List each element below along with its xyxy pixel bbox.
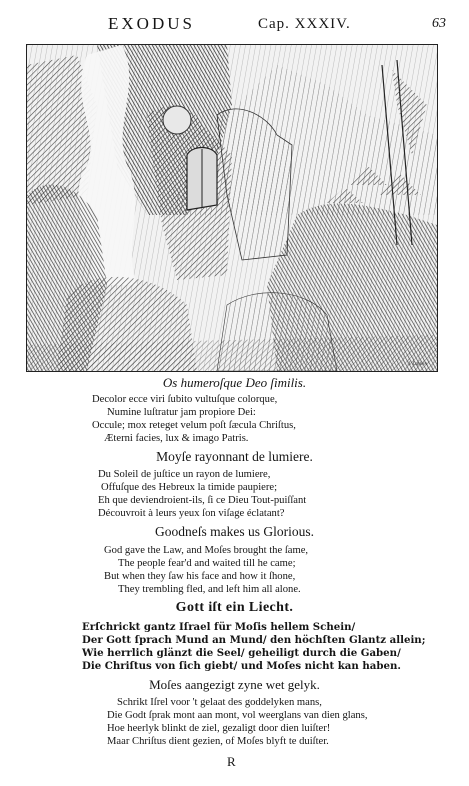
english-line-1: God gave the Law, and Moſes brought the ſame, [104,545,309,556]
engraver-signature: J. Luyken [407,362,427,367]
french-line-1: Du Soleil de juſtice un rayon de lumiere, [98,469,271,480]
running-head [0,14,469,36]
german-line-2: Der Gott ſprach Mund an Mund/ den höchſten Glantz allein; [82,634,426,646]
moses-head [163,106,191,134]
engraving-illustration [26,44,438,372]
german-line-4: Die Chriſtus von ſich giebt/ und Moſes nicht kan haben. [82,660,401,672]
latin-line-4: Æterni facies, lux & imago Patris. [104,433,249,444]
german-line-1: Erſchrickt gantz Iſrael für Moſis hellem Schein/ [82,621,356,633]
french-line-2: Offuſque des Hebreux la timide paupiere; [101,482,278,493]
french-heading: Moyſe rayonnant de lumiere. [156,449,313,464]
english-line-3: But when they ſaw his face and how it ſhone, [104,571,296,582]
latin-line-3: Occule; mox reteget velum poſt ſæcula Chriſtus, [92,420,296,431]
latin-line-1: Decolor ecce viri ſubito vultuſque colorque, [92,394,278,405]
engraving-caption: Os humeroſque Deo ſimilis. [162,375,307,390]
gathering-signature: R [227,754,236,769]
english-line-4: They trembling fled, and left him all alone. [118,584,301,595]
german-line-3: Wie herrlich glänzt die Seel/ geheiligt durch die Gaben/ [82,647,401,659]
latin-line-2: Numine luſtratur jam propiore Dei: [107,407,256,418]
dutch-line-2: Die Godt ſprak mont aan mont, vol weerglans van dien glans, [107,710,368,721]
page-number: 63 [432,16,446,31]
dutch-line-3: Hoe heerlyk blinkt de ziel, gezaligt door dien luiſter! [107,723,331,734]
dutch-heading: Moſes aangezigt zyne wet gelyk. [149,677,320,692]
german-heading: Gott iſt ein Liecht. [175,600,294,615]
french-line-4: Découvroit à leurs yeux ſon viſage éclatant? [98,508,285,519]
english-heading: Goodneſs makes us Glorious. [155,524,314,539]
dutch-line-1: Schrikt Iſrel voor 't gelaat des goddelyken mans, [117,697,322,708]
running-head-chapter: Cap. XXXIV. [258,16,351,32]
english-line-2: The people fear'd and waited till he came; [118,558,296,569]
dutch-line-4: Maar Chriſtus dient gezien, of Moſes blyft te duiſter. [107,736,329,747]
french-line-3: Eh que deviendroient-ils, ſi ce Dieu Tout-puiſſant [98,495,307,506]
running-head-title: EXODUS [108,14,195,33]
